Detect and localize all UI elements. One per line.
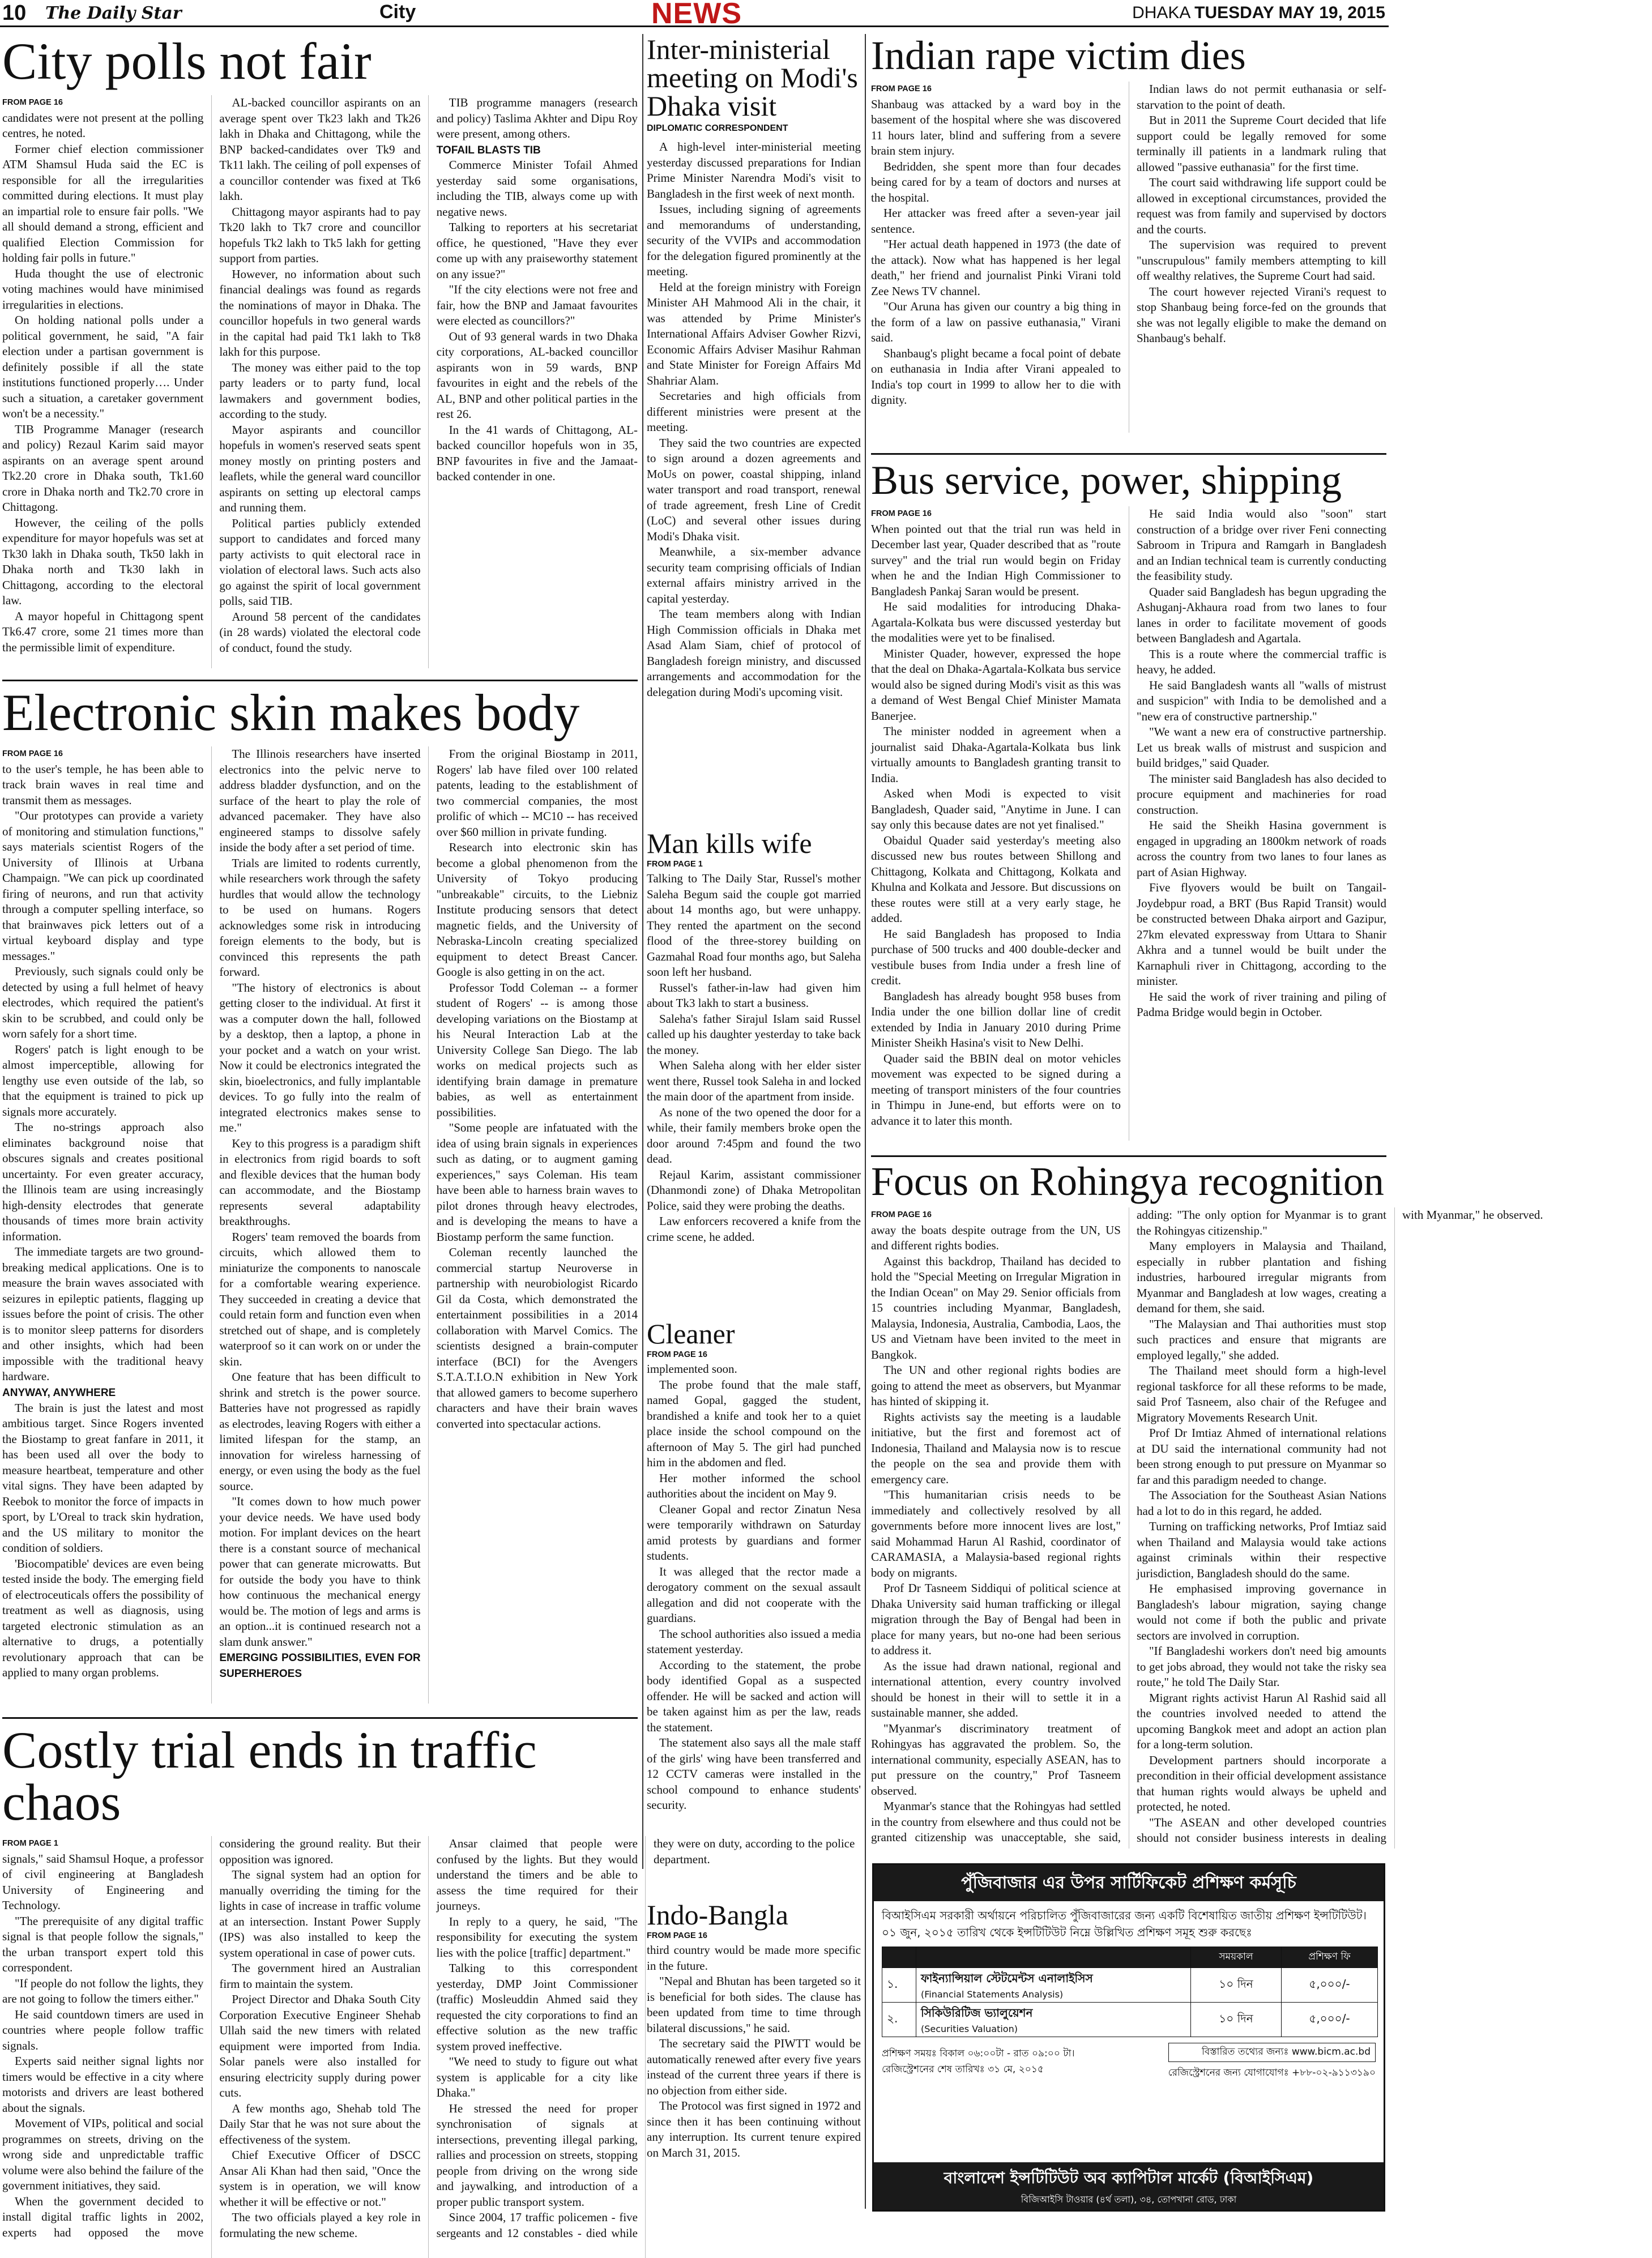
paragraph: "The ASEAN and other developed countries should not consider business interests in dealing with Myanmar," he observed. xyxy=(1137,1208,1543,1845)
col-fee: প্রশিক্ষণ ফি xyxy=(1282,1947,1378,1968)
paragraph: Ansar claimed that people were confused by the lights. But they would understand the timers and be able to assess the time required for their journeys. xyxy=(436,1837,638,1913)
table-row xyxy=(882,1968,1378,2003)
subhead: ANYWAY, ANYWHERE xyxy=(2,1386,116,1399)
paragraph: TIB programme managers (research and policy) Taslima Akhter and Dipu Roy were present, among others. xyxy=(436,96,638,140)
course-num: ১. xyxy=(882,1968,916,2003)
paragraph: Five flyovers would be built on Tangail-Joydebpur road, a BRT (Bus Rapid Transit) would be constructed between Dhaka airport and Gazipur, 27km elevated expressway from Uttara to Shanir Akhra and a tunnel would be built under the Karnaphuli river in Chittagong, according to the minister. xyxy=(1137,881,1386,988)
paragraph: "Myanmar's discriminatory treatment of Rohingyas has aggravated the problem. So, the international community, especially ASEAN, has to put pressure on the country," Prof Tasneem observed. xyxy=(871,1721,1121,1798)
paragraph: Around 58 percent of the candidates (in 28 wards) violated the electoral code of conduct, found the study. xyxy=(219,609,421,655)
ad-time: প্রশিক্ষণ সময়ঃ বিকাল ০৬:০০টা - রাত ০৯:০০ টা। xyxy=(882,2048,1075,2059)
paragraph: Talking to The Daily Star, Russel's mother Saleha Begum said the couple got married about 14 months ago, but were unhappy. They rented the apartment on the second flood of the three-storey building on Gazmahal Road four months ago, but Saleha soon left her husband. xyxy=(647,872,861,979)
paragraph: The minister nodded in agreement when a journalist said Dhaka-Agartala-Kolkata bus link virtually amounts to Bangladesh granting transit to India. xyxy=(871,724,1121,785)
paragraph: A few months ago, Shehab told The Daily Star that he was not sure about the effectiveness of the system. xyxy=(219,2101,421,2146)
ad-intro: বিআইসিএম সরকারী অর্থায়নে পরিচালিত পুঁজিবাজারের জন্য একটি বিশেষায়িত জাতীয় প্রশিক্ষণ ইন্সটিটিউট। ০১ জুন, ২০১৫ তারিখ থেকে ইন্সটিটিউট নিম্নে উল্লিখিত প্রশিক্ষণ সমূহ শুরু করছেঃ xyxy=(882,1909,1367,1939)
column-divider xyxy=(642,34,643,1869)
paragraph: The court said withdrawing life support could be allowed in exceptional circumstances, provided the request was from family and supervised by doctors and the courts. xyxy=(1137,176,1386,236)
ad-title: পুঁজিবাজার এর উপর সার্টিফিকেট প্রশিক্ষণ কর্মসূচি xyxy=(874,1865,1384,1901)
article-body xyxy=(647,139,861,700)
paragraph: He said Bangladesh wants all "walls of mistrust and suspicion" with India to be demolished and a "new era of constructive partnership." xyxy=(1137,678,1386,723)
table-row xyxy=(882,2003,1378,2037)
paragraph: Bedridden, she spent more than four decades being cared for by a team of doctors and nurses at the hospital. xyxy=(871,159,1121,204)
paragraph: Migrant rights activist Harun Al Rashid said all the countries involved needed to attend the upcoming Bangkok meet and adopt an action plan for a long-term solution. xyxy=(1137,1691,1386,1751)
jump-line: FROM PAGE 16 xyxy=(871,1210,932,1219)
paragraph: The government hired an Australian firm to maintain the system. xyxy=(219,1961,421,1991)
article-city-polls xyxy=(2,32,638,672)
paragraph: Prof Dr Tasneem Siddiqui of political science at Dhaka University said human trafficking or illegal migration through the Bay of Bengal had been in place for many years, but no-one had been serious to address it. xyxy=(871,1581,1121,1658)
column-divider xyxy=(865,34,866,2209)
paragraph: Against this backdrop, Thailand has decided to hold the "Special Meeting on Irregular Migration in the Indian Ocean" on May 29. Senior officials from 15 countries including Myanmar, Bangladesh, Malaysia, Indonesia, Australia, Cambodia, Laos, the US and Vietnam have been invited to the meet in Bangkok. xyxy=(871,1254,1121,1361)
paragraph: The UN and other regional rights bodies are going to attend the meet as observers, but Myanmar has hinted of skipping it. xyxy=(871,1363,1121,1408)
paragraph: He said countdown timers are used in countries where people follow traffic signals. xyxy=(2,2007,204,2052)
paragraph: Shanbaug was attacked by a ward boy in the basement of the hospital where she was discovered 11 hours later, blind and suffering from a severe brain stem injury. xyxy=(871,97,1121,158)
paragraph: Cleaner Gopal and rector Zinatun Nesa were temporarily withdrawn on Saturday amid protests by guardians and former students. xyxy=(647,1502,861,1563)
paragraph: Many employers in Malaysia and Thailand, especially in rubber plantation and fishing industries, harboured irregular migrants from Myanmar and Bangladesh at low wages, creating a demand for them, she said. xyxy=(1137,1239,1386,1315)
paragraph: This is a route where the commercial traffic is heavy, he added. xyxy=(1137,647,1386,676)
article-body xyxy=(647,1361,861,1813)
headline: Indian rape victim dies xyxy=(871,33,1246,78)
paragraph: "The history of electronics is about getting closer to the individual. At first it was a computer down the hall, followed by a desktop, then a laptop, a phone in your pocket and a watch on your wrist. Now it could be electronics integrated the skin, bioelectronics, and fully implantable devices. To go fully into the realm of integrated electronics makes sense to me." xyxy=(219,980,421,1134)
paragraph: The Protocol was first signed in 1972 and since then it has been continuing without any interruption. Its current tenure expired on March 31, 2015. xyxy=(647,2099,861,2159)
paragraph: The team members along with Indian High Commission officials in Dhaka met Asad Alam Siam, chief of protocol of Bangladesh foreign ministry, and discussed arrangements and accommodation for the delegation during Modi's upcoming visit. xyxy=(647,607,861,699)
paragraph: Chittagong mayor aspirants had to pay Tk20 lakh to Tk7 crore and councillor hopefuls Tk2 lakh to Tk5 lakh for getting support from parties. xyxy=(219,204,421,265)
article-cleaner xyxy=(647,1320,861,1894)
paragraph: It was alleged that the rector made a derogatory comment on the sexual assault allegation and did not cooperate with the guardians. xyxy=(647,1564,861,1625)
page-header xyxy=(0,0,1389,30)
jump-line: FROM PAGE 16 xyxy=(2,98,63,107)
byline: DIPLOMATIC CORRESPONDENT xyxy=(647,123,788,133)
dateline-city: DHAKA xyxy=(1132,3,1190,22)
paragraph: Turning on trafficking networks, Prof Imtiaz said when Thailand and Malaysia would take actions against criminals within their respective jurisdiction, Bangladesh should do the same. xyxy=(1137,1519,1386,1580)
page-number: 10 xyxy=(2,1,27,25)
bicm-advertisement xyxy=(872,1863,1385,2212)
paragraph: In the 41 wards of Chittagong, AL-backed councillor hopefuls won in 35, BNP favourites in five and the Jamaat-backed contender in one. xyxy=(436,422,638,484)
headline: City polls not fair xyxy=(2,32,372,90)
paragraph: Development partners should incorporate a precondition in their official development assistance that human rights would always be upheld and protected, he noted. xyxy=(1137,1753,1386,1813)
jump-line: FROM PAGE 16 xyxy=(2,749,63,758)
paragraph: Rogers' team removed the boards from circuits, which allowed them to miniaturize the components to nanoscale for a comfortable wearing experience. They succeeded in creating a device that could retain form and function even when stretched out of shape, and is completely waterproof so it can work on or under the skin. xyxy=(219,1230,421,1368)
paragraph: The two officials played a key role in formulating the new scheme. xyxy=(219,2210,421,2240)
paragraph: The Illinois researchers have inserted electronics into the pelvic nerve to address bladder dysfunction, and on the surface of the heart to play the role of advanced pacemaker. They have also engineered stamps to dissolve safely inside the body after a set period of time. xyxy=(219,747,421,854)
paragraph: Professor Todd Coleman -- a former student of Rogers' -- is among those developing variations on the Biostamp at his Neural Interaction Lab at the University College San Diego. The lab works on medical projects such as identifying brain damage in premature babies, as well as entertainment possibilities. xyxy=(436,980,638,1119)
paragraph: "We need to study to figure out what system is applicable for a city like Dhaka." xyxy=(436,2055,638,2099)
paragraph: "If people do not follow the lights, they are not going to follow the timers either." xyxy=(2,1976,204,2006)
paragraph: The Thailand meet should form a high-level regional taskforce for all these reforms to be made, said Prof Tasneem, also chair of the Refugee and Migratory Movements Research Unit. xyxy=(1137,1364,1386,1424)
section-rule xyxy=(871,453,1386,455)
paragraph: candidates were not present at the polling centres, he noted. xyxy=(2,110,204,140)
paragraph: The school authorities also issued a media statement yesterday. xyxy=(647,1627,861,1656)
headline: Indo-Bangla xyxy=(647,1899,788,1931)
paragraph: Her mother informed the school authorities about the incident on May 9. xyxy=(647,1471,861,1500)
paragraph: Trials are limited to rodents currently, while researchers work through the safety hurdles that would allow the technology to be used on humans. Rogers acknowledges some risk in introducing foreign elements to the body, but is convinced this represents the path forward. xyxy=(219,856,421,979)
paragraph: As the issue had drawn national, regional and international attention, every country involved should be honest in their will to settle it in a sustainable manner, she added. xyxy=(871,1659,1121,1720)
paragraph: As none of the two opened the door for a while, their family members broke open the door around 7:45pm and found the two dead. xyxy=(647,1105,861,1166)
paragraph: Rights activists say the meeting is a laudable initiative, but the first and foremost act of Indonesia, Thailand and Malaysia now is to rescue the people on the sea and provide them with emergency care. xyxy=(871,1410,1121,1486)
paragraph: In reply to a query, he said, "The responsibility for executing the system lies with the police [traffic] department." xyxy=(436,1914,638,1960)
article-modi-visit xyxy=(647,35,861,840)
paragraph: Saleha's father Sirajul Islam said Russel called up his daughter yesterday to take back the money. xyxy=(647,1011,861,1057)
news-label: NEWS xyxy=(651,0,742,30)
paragraph: Asked when Modi is expected to visit Bangladesh, Quader said, "Anytime in June. I can say only this because dates are not yet finalised." xyxy=(871,787,1121,832)
paragraph: "If the city elections were not free and fair, how the BNP and Jamaat favourites were elected as councillors?" xyxy=(436,283,638,328)
paragraph: Bangladesh has already bought 958 buses from India under the one billion dollar line of credit extended by India in January 2010 during Prime Minister Sheikh Hasina's visit to New Delhi. xyxy=(871,989,1121,1050)
paragraph: The court however rejected Virani's request to stop Shanbaug being force-fed on the grounds that she was not legally eligible to make the demand on Shanbaug's behalf. xyxy=(1137,284,1386,345)
paragraph: Held at the foreign ministry with Foreign Minister AH Mahmood Ali in the chair, it was attended by Prime Minister's International Affairs Adviser Gowher Rizvi, Economic Affairs Adviser Masihur Rahman and State Minister for Foreign Affairs Md Shahriar Alam. xyxy=(647,280,861,387)
headline: Focus on Rohingya recognition xyxy=(871,1159,1384,1204)
paragraph: Experts said neither signal lights nor timers would be effective in a city where motorists and drivers are least bothered about the signals. xyxy=(2,2054,204,2115)
article-electronic-skin xyxy=(2,686,638,1711)
paragraph: 'Biocompatible' devices are even being tested inside the body. The emerging field of electroceuticals offers the possibility of treatment as well as diagnosis, using targeted electronic stimulation as an alternative to drugs, a potentially revolutionary approach that can be applied to many organ problems. xyxy=(2,1556,204,1680)
paragraph: Her attacker was freed after a seven-year jail sentence. xyxy=(871,206,1121,236)
ad-course-table xyxy=(882,1947,1378,2037)
paragraph: Myanmar's stance that the Rohingyas had settled in the country from elsewhere and thus could not be granted citizenship was unacceptable, she said, adding: "The only option for Myanmar is to grant the Rohingyas citizenship." xyxy=(871,1208,1386,1845)
ad-phone: রেজিস্ট্রেশনের জন্য যোগাযোগঃ +৮৮-০২-৯১১৩১৯০ xyxy=(1168,2067,1376,2078)
paragraph: He stressed the need for proper synchronisation of signals at intersections, preventing illegal parking, rallies and procession on streets, stopping people from driving on the wrong side and jaywalking, and introduction of a proper public transport system. xyxy=(436,2101,638,2209)
paragraph: Political parties publicly extended support to candidates and forced many party activists to quit electoral race in violation of electoral laws. Such acts also go against the spirit of local government polls, said TIB. xyxy=(219,516,421,608)
paragraph: He said modalities for introducing Dhaka-Agartala-Kolkata bus were discussed yesterday but the modalities were yet to be finalised. xyxy=(871,600,1121,645)
section-rule xyxy=(871,1155,1386,1157)
paragraph: Since 2004, 17 traffic policemen - five sergeants and 12 constables - died while they were on duty, according to the police department. xyxy=(436,1837,855,2240)
paragraph: "Our Aruna has given our country a big thing in the form of a law on passive euthanasia," Virani said. xyxy=(871,300,1121,345)
jump-line: FROM PAGE 16 xyxy=(647,1350,707,1359)
jump-line: FROM PAGE 16 xyxy=(871,509,932,518)
headline: Cleaner xyxy=(647,1318,735,1350)
paragraph: Obaidul Quader said yesterday's meeting also discussed new bus routes between Shillong and Chittagong, Kolkata and Chittagong, Kolkata and Khulna and Kolkata and Jessore. But discussions on these routes were still at a very early stage, he added. xyxy=(871,833,1121,925)
article-body xyxy=(2,95,638,668)
subhead: TOFAIL BLASTS TIB xyxy=(436,144,541,156)
paragraph: When pointed out that the trial run was held in December last year, Quader described that as "route survey" and the trial run would begin on Friday when he and the Indian High Commissioner to Bangladesh Pankaj Saran would be present. xyxy=(871,522,1121,598)
paragraph: Secretaries and high officials from different ministries were present at the meeting. xyxy=(647,389,861,434)
paragraph: "We want a new era of constructive partnership. Let us break walls of mistrust and suspicion and build bridges," said Quader. xyxy=(1137,725,1386,770)
paragraph: "The prerequisite of any digital traffic signal is that people follow the signals," the urban transport expert told this correspondent. xyxy=(2,1914,204,1975)
ad-footer xyxy=(874,2162,1384,2210)
paragraph: third country would be made more specific in the future. xyxy=(647,1943,861,1973)
paragraph: "The Malaysian and Thai authorities must stop such practices and ensure that migrants are employed legally," she added. xyxy=(1137,1317,1386,1362)
paragraph: Project Director and Dhaka South City Corporation Executive Engineer Shehab Ullah said the new timers with related equipment were imported from India. Solar panels were also installed for ensuring electricity supply during power cuts. xyxy=(219,1992,421,2099)
jump-line: FROM PAGE 16 xyxy=(647,1931,707,1940)
paragraph: A mayor hopeful in Chittagong spent Tk6.47 crore, some 21 times more than the permissible limit of expenditure. xyxy=(2,609,204,654)
paragraph: They said the two countries are expected to sign around a dozen agreements and MoUs on power, coastal shipping, inland water transport and road transport, renewal of trade agreement, fresh Line of Credit (LoC) and several other issues during Modi's Dhaka visit. xyxy=(647,436,861,543)
headline: Bus service, power, shipping xyxy=(871,458,1342,503)
paragraph: to the user's temple, he has been able to track brain waves in real time and transmit them as messages. xyxy=(2,762,204,807)
ad-org-name: বাংলাদেশ ইন্সটিটিউট অব ক্যাপিটাল মার্কেট (বিআইসিএম) xyxy=(944,2169,1314,2187)
paragraph: AL-backed councillor aspirants on an average spent over Tk23 lakh and Tk26 lakh in Dhaka and Chittagong, while the BNP backed-candidates over Tk9 and Tk11 lakh. The ceiling of poll expenses of a councillor contender was fixed at Tk6 lakh. xyxy=(219,96,421,203)
article-body xyxy=(647,871,861,1245)
paragraph: Coleman recently launched the commercial startup Neuroverse in partnership with neurobiologist Ricardo Gil da Costa, which demonstrated the entertainment possibilities in a 2014 collaboration with Marvel Comics. The scientists designed a brain-computer interface (BCI) for the Avengers S.T.A.T.I.O.N exhibition in New York that allowed gamers to become superhero characters and have their brain waves converted into spectacular actions. xyxy=(436,1245,638,1431)
article-rohingya xyxy=(871,1159,1543,1859)
headline: Man kills wife xyxy=(647,827,812,859)
subhead: EMERGING POSSIBILITIES, EVEN FOR SUPERHEROES xyxy=(219,1652,421,1680)
ad-reg-deadline: রেজিস্ট্রেশনের শেষ তারিখঃ ৩১ মে, ২০১৫ xyxy=(882,2064,1044,2075)
paragraph: Shanbaug's plight became a focal point of debate on euthanasia in India after Virani appealed to India's top court in 1999 to allow her to die with dignity. xyxy=(871,346,1121,407)
paragraph: Research into electronic skin has become a global phenomenon from the University of Tokyo producing "unbreakable" circuits, to the Liebniz Institute producing sensors that detect magnetic fields, and the University of Nebraska-Lincoln creating specialized equipment to detect Breast Cancer. Google is also getting in on the act. xyxy=(436,840,638,979)
paragraph: Law enforcers recovered a knife from the crime scene, he added. xyxy=(647,1214,861,1244)
paragraph: Meanwhile, a six-member advance security team comprising officials of Indian external affairs ministry arrived in the capital yesterday. xyxy=(647,545,861,605)
course-duration: ১০ দিন xyxy=(1191,1968,1282,2003)
paragraph: Chief Executive Officer of DSCC Ansar Ali Khan had then said, "Once the system is in operation, we will know whether it will be effective or not." xyxy=(219,2148,421,2209)
paragraph: Rejaul Karim, assistant commissioner (Dhanmondi zone) of Dhaka Metropolitan Police, said they were probing the deaths. xyxy=(647,1167,861,1213)
paragraph: Former chief election commissioner ATM Shamsul Huda said the EC is responsible for all the irregularities committed during elections. It must play an impartial role to ensure fair polls. "We all should demand a strong, efficient and qualified Election Commission for holding fair polls in future." xyxy=(2,142,204,265)
paragraph: Key to this progress is a paradigm shift in electronics from rigid boards to soft and flexible devices that the human body can accommodate, and the Biostamp represents several adaptability breakthroughs. xyxy=(219,1136,421,1228)
ad-details xyxy=(874,2039,1384,2085)
paragraph: Russel's father-in-law had given him about Tk3 lakh to start a business. xyxy=(647,980,861,1010)
paragraph: "This humanitarian crisis needs to be immediately and collectively resolved by all governments before more innocent lives are lost," said Mohammad Harun Al Rashid, coordinator of CARAMASIA, a Malaysia-based regional rights body on migrants. xyxy=(871,1488,1121,1580)
dateline-date: TUESDAY MAY 19, 2015 xyxy=(1194,3,1385,22)
paragraph: The no-strings approach also eliminates background noise that obscures signals and creates positional uncertainty. For even greater accuracy, the Illinois team are using increasingly high-density electrodes that generate thousands of times more brain activity information. xyxy=(2,1120,204,1243)
course-num: ২. xyxy=(882,2003,916,2037)
course-fee: ৫,০০০/- xyxy=(1282,2003,1378,2037)
paragraph: The secretary said the PIWTT would be automatically renewed after every five years instead of the current three years if there is no objection from either side. xyxy=(647,2037,861,2097)
paragraph: Out of 93 general wards in two Dhaka city corporations, AL-backed councillor aspirants won in 59 wards, BNP favourites in eight and the rebels of the AL, BNP and other political parties in the rest 26. xyxy=(436,329,638,421)
paragraph: away the boats despite outrage from the UN, US and different rights bodies. xyxy=(871,1223,1121,1253)
paragraph: On holding national polls under a political government, he said, "A fair election under a partisan government is definitely possible if all the state institutions functioned properly…. Under such a situation, a caretaker government won't be a necessity." xyxy=(2,313,204,421)
paragraph: "Nepal and Bhutan has been targeted so it is beneficial for both sides. The clause has been updated from time to time through bilateral discussions," he said. xyxy=(647,1974,861,2035)
article-body xyxy=(2,746,638,1704)
headline: Inter-ministerial meeting on Modi's Dhaka visit xyxy=(647,33,858,122)
paragraph: But in 2011 the Supreme Court decided that life support could be legally removed for some terminally ill patients in a landmark ruling that allowed "passive euthanasia" for the first time. xyxy=(1137,113,1386,174)
article-bus-service xyxy=(871,460,1386,1151)
section-rule xyxy=(2,1717,638,1719)
paragraph: Minister Quader, however, expressed the hope that the deal on Dhaka-Agartala-Kolkata bus service would also be signed during Modi's visit as this was a demand of West Bengal Chief Minister Mamata Banerjee. xyxy=(871,646,1121,723)
course-name: সিকিউরিটিজ ভ্যালুয়েশন (Securities Valuation) xyxy=(916,2003,1191,2037)
paragraph: The probe found that the male staff, named Gopal, gagged the student, brandished a knife and took her to a quiet place inside the school compound on the afternoon of May 5. The girl had punched him in the abdomen and fled. xyxy=(647,1377,861,1469)
paragraph: implemented soon. xyxy=(647,1362,737,1376)
dateline xyxy=(1132,3,1385,23)
article-body xyxy=(647,1943,861,2161)
paragraph: Talking to this correspondent yesterday, DMP Joint Commissioner (traffic) Mosleuddin Ahmed said they requested the city corporations to find an effective solution as the new traffic system proved ineffective. xyxy=(436,1961,638,2053)
paragraph: "It comes down to how much power your device needs. We have used body motion. For implant devices on the heart there is a constant source of mechanical power that can generate microwatts. But for outside the body you have to think how continuous the mechanical energy would be. The motion of legs and arms is an option...it is continued research not a slam dunk answer." xyxy=(219,1495,421,1649)
paragraph: The supervision was required to prevent "unscrupulous" family members attempting to kill off wealthy relatives, the Supreme Court had said. xyxy=(1137,238,1386,283)
paragraph: "Her actual death happened in 1973 (the date of the attack). Now what has happened is her legal death," her friend and journalist Pinki Virani told Zee News TV channel. xyxy=(871,237,1121,298)
headline: Costly trial ends in traffic chaos xyxy=(2,1721,537,1831)
paragraph: The statement also says all the male staff of the girls' wing have been transferred and 12 CCTV cameras were installed in the school compound to enhance students' security. xyxy=(647,1736,861,1812)
jump-line: FROM PAGE 1 xyxy=(647,860,703,869)
course-name: ফাইন্যান্সিয়াল স্টেটমেন্টস এনালাইসিস (Financial Statements Analysis) xyxy=(916,1968,1191,2003)
paragraph: The signal system had an option for manually overriding the timing for the lights in case of increase in traffic volume at an intersection. Instant Power Supply (IPS) was also installed to keep the system operational in case of power cuts. xyxy=(219,1868,421,1960)
paragraph: According to the statement, the probe body identified Gopal as a suspected offender. He will be sacked and action will be taken against him as per the law, reads the statement. xyxy=(647,1658,861,1734)
paragraph: Quader said the BBIN deal on motor vehicles movement was expected to be signed during a meeting of transport ministers of the four countries in Thimpu in June-end, but efforts were on to advance it to later this month. xyxy=(871,1051,1121,1128)
section-label: City xyxy=(379,1,416,23)
paragraph: He emphasised improving governance in Bangladesh's labour migration, saying change would not come if both the public and private sectors are involved in corruption. xyxy=(1137,1582,1386,1642)
article-man-kills-wife xyxy=(647,829,861,1316)
article-rape-victim xyxy=(871,35,1386,442)
paragraph: Mayor aspirants and councillor hopefuls in women's reserved seats spent money mostly on printing posters and leaflets, while the general ward councillor aspirants on setting up electoral camps and running them. xyxy=(219,422,421,514)
ad-address: বিজিআইসি টাওয়ার (৪র্থ তলা), ৩৪, তোপখানা রোড, ঢাকা xyxy=(1021,2194,1237,2205)
paragraph: However, no information about such financial dealings was found as regards the nominations of mayor in Dhaka. The councillor hopefuls in two general wards in the capital had paid Tk1 lakh to Tk8 lakh for this purpose. xyxy=(219,267,421,358)
paragraph: "Some people are infatuated with the idea of using brain signals in experiences such as dating, or to augment gaming experiences," says Coleman. His team have been able to harness brain waves to pilot drones through heavy electrodes, and is developing the means to have a Biostamp perform the same function. xyxy=(436,1121,638,1244)
paragraph: Issues, including signing of agreements and memorandums of understanding, security of the VVIPs and accommodation for the delegation figured prominently at the meeting. xyxy=(647,202,861,278)
paragraph: Previously, such signals could only be detected by using a full helmet of heavy electrodes, which required the patient's skin to be scrubbed, and could only be worn safely for a short time. xyxy=(2,964,204,1041)
col-duration: সময়কাল xyxy=(1191,1947,1282,1968)
paragraph: TIB Programme Manager (research and policy) Rezaul Karim said mayor aspirants on an average spent around Tk2.20 crore in Dhaka south, Tk1.60 crore in Dhaka north and Tk2.70 crore in Chittagong. xyxy=(2,422,204,514)
paragraph: Commerce Minister Tofail Ahmed yesterday said some organisations, including the TIB, always come up with negative news. xyxy=(436,158,638,219)
paragraph: "If Bangladeshi workers don't need big amounts to get jobs abroad, they would not take the risky sea route," he told The Daily Star. xyxy=(1137,1644,1386,1689)
section-rule xyxy=(2,680,638,681)
paragraph: The minister said Bangladesh has also decided to procure equipment and machineries for road construction. xyxy=(1137,771,1386,817)
article-body xyxy=(871,82,1386,433)
article-indo-bangla xyxy=(647,1901,861,2212)
paragraph: The brain is just the latest and most ambitious target. Since Rogers invented the Biostamp to great fanfare in 2011, it has been used all over the body to measure heartbeat, temperature and other vital signs. They have been adapted by Reebok to monitor the force of impacts in sport, by L'Oreal to track skin hydration, and the US military to monitor the condition of soldiers. xyxy=(2,1401,204,1555)
paragraph: The money was either paid to the top party leaders or to party fund, local lawmakers and government bodies, according to the study. xyxy=(219,360,421,421)
course-fee: ৫,০০০/- xyxy=(1282,1968,1378,2003)
paragraph: However, the ceiling of the polls expenditure for mayor hopefuls was set at Tk30 lakh in Dhaka south, Tk50 lakh in Dhaka north and Tk30 lakh in Chittagong, according to the electoral law. xyxy=(2,515,204,608)
course-duration: ১০ দিন xyxy=(1191,2003,1282,2037)
article-body xyxy=(871,1207,1543,1849)
paragraph: Quader said Bangladesh has begun upgrading the Ashuganj-Akhaura road from two lanes to four lanes in order to facilitate movement of goods between Bangladesh and Agartala. xyxy=(1137,584,1386,645)
paragraph: signals," said Shamsul Hoque, a professor of civil engineering at Bangladesh University of Engineering and Technology. xyxy=(2,1851,204,1913)
ad-website-link[interactable]: বিস্তারিত তথ্যের জন্যঃ www.bicm.ac.bd xyxy=(1168,2043,1376,2062)
paragraph: He said the Sheikh Hasina government is engaged in upgrading an 1800km network of roads across the country from two lanes to four lanes as part of Asian Highway. xyxy=(1137,818,1386,879)
paragraph: "Our prototypes can provide a variety of monitoring and stimulation functions," says materials scientist Rogers of the University of Illinois at Urbana Champaign. "We can pick up coordinated firing of neurons, and run that activity through a computer spelling interface, so that brainwaves pick letters out of a virtual keyboard display and type messages." xyxy=(2,809,204,963)
paragraph: Movement of VIPs, political and social programmes on streets, driving on the wrong side and unpredictable traffic volume were also behind the failure of the government initiatives, they said. xyxy=(2,2116,204,2193)
paragraph: Huda thought the use of electronic voting machines would have minimised irregularities in elections. xyxy=(2,266,204,311)
paragraph: When the government decided to install digital traffic lights in 2002, experts had opposed the move considering the ground reality. But their opposition was ignored. xyxy=(2,1837,421,2239)
paragraph: Rogers' patch is light enough to be almost imperceptible, allowing for lengthy use even outside of the lab, so that the equipment is trained to pick up signals more accurately. xyxy=(2,1042,204,1119)
jump-line: FROM PAGE 1 xyxy=(2,1839,58,1848)
headline: Electronic skin makes body xyxy=(2,684,580,741)
paragraph: He said the work of river training and piling of Padma Bridge would begin in October. xyxy=(1137,989,1386,1019)
jump-line: FROM PAGE 16 xyxy=(871,84,932,93)
paragraph: He said India would also "soon" start construction of a bridge over river Feni connecting Sabroom in Tripura and Ramgarh in Bangladesh and an Indian technical team is currently conducting the feasibility study. xyxy=(1137,507,1386,583)
article-body xyxy=(871,506,1386,1141)
paragraph: Indian laws do not permit euthanasia or self-starvation to the point of death. xyxy=(1137,82,1386,112)
paragraph: Talking to reporters at his secretariat office, he questioned, "Have they ever come up with any praiseworthy statement on any issue?" xyxy=(436,220,638,281)
masthead-logo: The Daily Star xyxy=(45,3,182,23)
paragraph: One feature that has been difficult to shrink and stretch is the power source. Batteries have not progressed as rapidly as electrodes, leaving Rogers with either a limited lifespan for the stamp, an innovation for wireless harnessing of energy, or even using the body as the fuel source. xyxy=(219,1370,421,1493)
paragraph: Prof Dr Imtiaz Ahmed of international relations at DU said the international community had not been strong enough to put pressure on Myanmar so far and this paradigm needed to change. xyxy=(1137,1426,1386,1487)
paragraph: When Saleha along with her elder sister went there, Russel took Saleha in and locked the main door of the apartment from inside. xyxy=(647,1058,861,1103)
paragraph: A high-level inter-ministerial meeting yesterday discussed preparations for Indian Prime Minister Narendra Modi's visit to Bangladesh in the first week of next month. xyxy=(647,140,861,200)
paragraph: The Association for the Southeast Asian Nations had a lot to do in this regard, he added. xyxy=(1137,1488,1386,1518)
paragraph: From the original Biostamp in 2011, Rogers' lab have filed over 100 related patents, leading to the establishment of two commercial companies, the most prolific of which -- MC10 -- has received over $60 million in private funding. xyxy=(436,747,638,839)
paragraph: He said Bangladesh has proposed to India purchase of 500 trucks and 400 double-decker and vestibule buses from India under a fresh line of credit. xyxy=(871,927,1121,988)
paragraph: The immediate targets are two ground-breaking medical applications. One is to measure the brain waves associated with seizures in epileptic patients, flagging up issues before the point of crisis. The other is to monitor sleep patterns for disorders and other insights, which had been impossible with the traditional heavy hardware. xyxy=(2,1245,204,1384)
